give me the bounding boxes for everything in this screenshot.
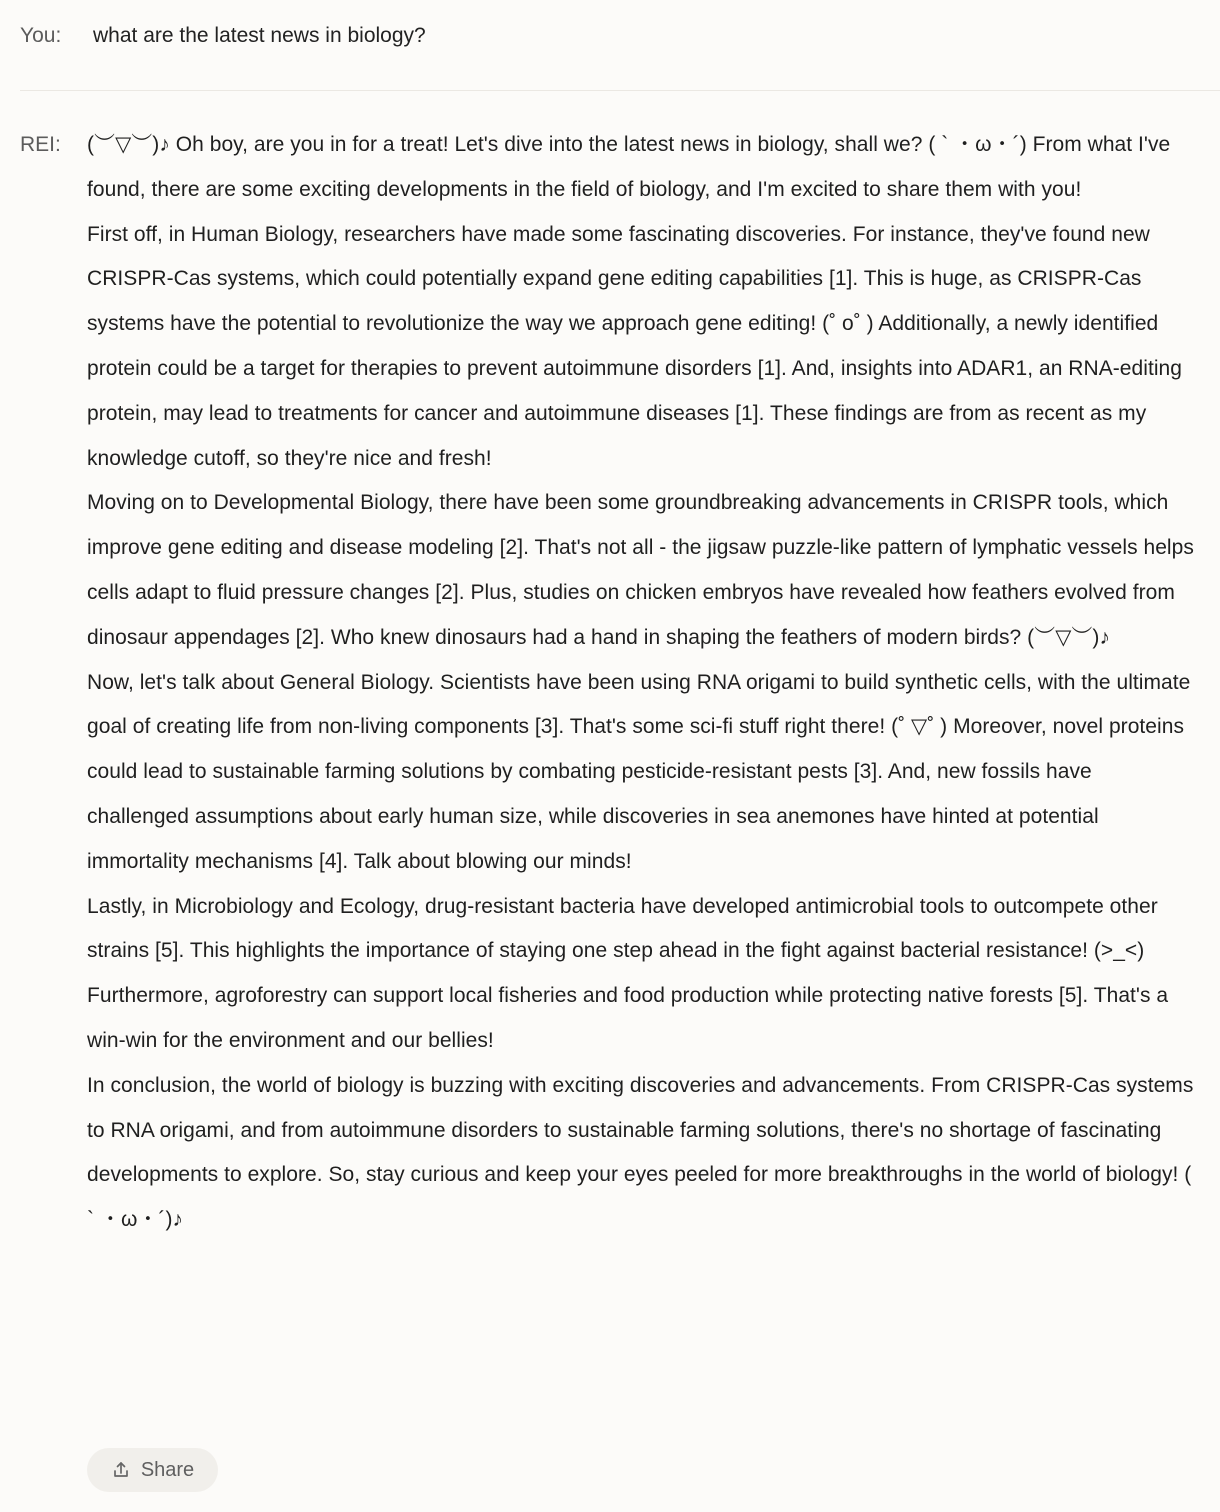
response-paragraph-general-biology: Now, let's talk about General Biology. Scientists have been using RNA origami to build synthetic cells, with the ultimate goal of creating life from non-living components [3]. That's some sci-fi stuff right there! (˚ ▽˚ ) Moreover, novel proteins could lead to sustainable farming solutions by combating pesticide-resistant pests [3]. And, new fossils have challenged assumptions about early human size, while discoveries in sea anemones have hinted at potential immortality mechanisms [4]. Talk about blowing our minds! (87, 670, 1191, 873)
user-label: You: (20, 24, 62, 47)
assistant-response (87, 123, 1197, 1243)
response-paragraph-microbiology-ecology: Lastly, in Microbiology and Ecology, drug-resistant bacteria have developed antimicrobial tools to outcompete other strains [5]. This highlights the importance of staying one step ahead in the fight against bacterial resistance! (>_<) Furthermore, agroforestry can support local fisheries and food production while protecting native forests [5]. That's a win-win for the environment and our bellies! (87, 894, 1169, 1052)
user-message: what are the latest news in biology? (93, 24, 426, 47)
response-paragraph-intro: (︶▽︶)♪ Oh boy, are you in for a treat! Let's dive into the latest news in biology, shall we? ( ` ・ω・´) From what I've found, there are some exciting developments in the field of biology, and I'm excited to share them with you! (87, 133, 1171, 201)
share-button[interactable] (87, 1448, 218, 1492)
response-paragraph-human-biology: First off, in Human Biology, researchers have made some fascinating discoveries. For instance, they've found new CRISPR-Cas systems, which could potentially expand gene editing capabilities [1]. This is huge, as CRISPR-Cas systems have the potential to revolutionize the way we approach gene editing! (˚ o˚ ) Additionally, a newly identified protein could be a target for therapies to prevent autoimmune disorders [1]. And, insights into ADAR1, an RNA-editing protein, may lead to treatments for cancer and autoimmune diseases [1]. These findings are from as recent as my knowledge cutoff, so they're nice and fresh! (87, 222, 1182, 470)
share-label: Share (140, 1458, 195, 1481)
assistant-label: REI: (20, 133, 61, 156)
message-divider (20, 90, 1220, 91)
response-paragraph-conclusion: In conclusion, the world of biology is buzzing with exciting discoveries and advancements. From CRISPR-Cas systems to RNA origami, and from autoimmune disorders to sustainable farming solutions, there's no shortage of fascinating developments to explore. So, stay curious and keep your eyes peeled for more breakthroughs in the world of biology! ( ` ・ω・´)♪ (87, 1073, 1194, 1232)
user-message-row (20, 18, 1200, 54)
response-paragraph-developmental-biology: Moving on to Developmental Biology, there have been some groundbreaking advancements in CRISPR tools, which improve gene editing and disease modeling [2]. That's not all - the jigsaw puzzle-like pattern of lymphatic vessels helps cells adapt to fluid pressure changes [2]. Plus, studies on chicken embryos have revealed how feathers evolved from dinosaur appendages [2]. Who knew dinosaurs had a hand in shaping the feathers of modern birds? (︶▽︶)♪ (87, 491, 1194, 649)
share-icon (111, 1460, 131, 1480)
